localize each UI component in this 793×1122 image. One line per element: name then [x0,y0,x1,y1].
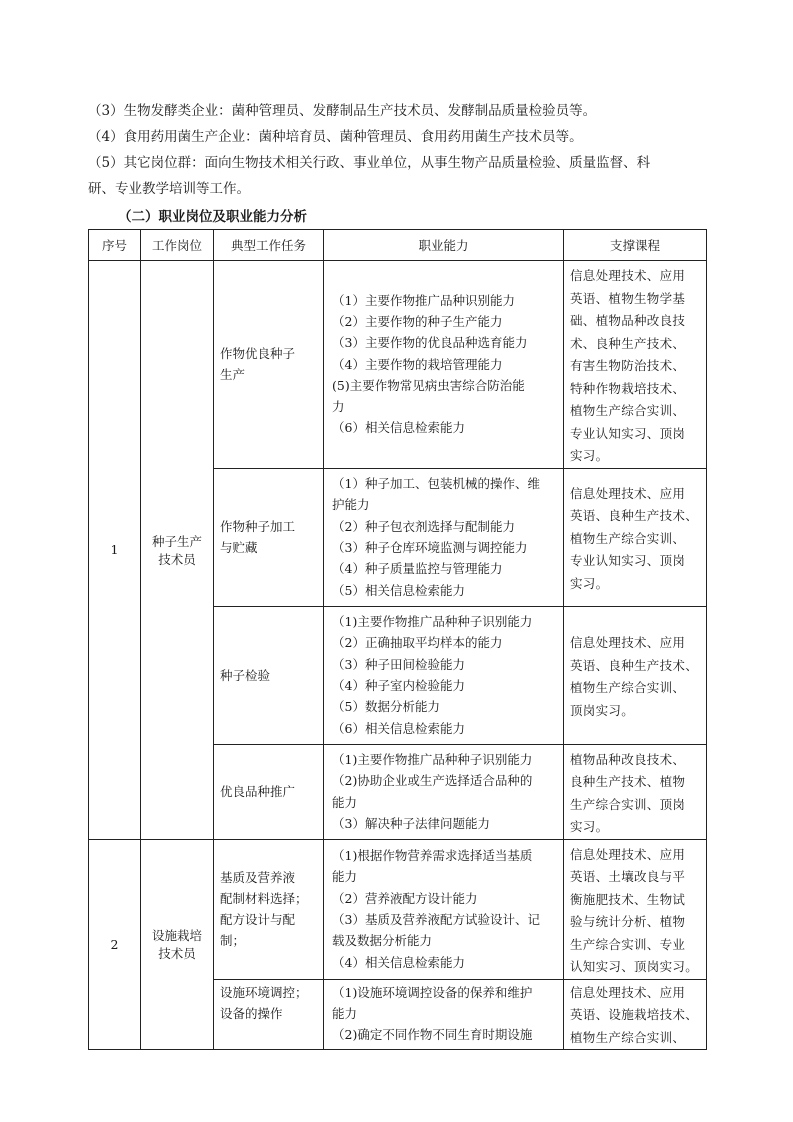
row-number: 2 [89,839,141,1050]
section-title: （二）职业岗位及职业能力分析 [118,209,307,225]
course-line: 验与统计分析、植物 [570,914,686,929]
course-line: 特种作物栽培技术、 [570,380,686,396]
post-line: 种子生产 [151,533,202,549]
course-line: 认知实习、顶岗实习。 [570,959,699,974]
task-line: 生产 [220,367,246,383]
course-line: 专业认知实习、顶岗 [570,425,686,441]
ability-line: （3）基质及营养液配方试验设计、记 [332,912,540,927]
ability-line: （2）种子包衣剂选择与配制能力 [332,518,515,534]
post-cell [141,261,214,840]
header-task: 典型工作任务 [214,230,324,261]
header-course: 支撑课程 [564,230,707,261]
ability-line: （2)协助企业或生产选择适合品种的 [332,773,533,789]
course-line: 英语、良种生产技术、 [570,508,699,524]
course-cell [564,839,707,979]
ability-line: （4）相关信息检索能力 [332,954,465,970]
ability-line: （1)根据作物营养需求选择适当基质 [332,848,533,864]
course-line: 衡施肥技术、生物试 [570,891,686,907]
course-cell [564,979,707,1050]
course-line: 有害生物防治技术、 [570,358,686,373]
ability-cell [324,979,564,1050]
ability-line: 能力 [332,869,358,885]
ability-line: （1)主要作物推广品种种子识别能力 [332,751,533,767]
intro-line-4: （4）食用药用菌生产企业：菌种培育员、菌种管理员、食用药用菌生产技术员等。 [88,129,583,145]
ability-line: （2）正确抽取平均样本的能力 [332,635,503,651]
intro-line-5-cont: 研、专业教学培训等工作。 [88,181,250,197]
ability-line: （2）营养液配方设计能力 [332,890,478,906]
ability-line: 力 [332,399,345,415]
table-header-row [89,230,707,261]
ability-line: （1）种子加工、包装机械的操作、维 [332,476,540,492]
ability-line: （2)确定不同作物不同生育时期设施 [332,1027,533,1043]
task-line: 种子检验 [220,667,271,683]
course-line: 英语、设施栽培技术、 [570,1007,699,1022]
task-cell [214,606,324,744]
task-line: 优良品种推广 [220,784,296,799]
course-line: 植物生产综合实训、 [570,680,686,695]
course-line: 生产综合实训、顶岗 [570,796,686,812]
header-ability: 职业能力 [324,230,564,261]
row-number: 1 [89,261,141,840]
course-cell [564,606,707,744]
task-line: 配制材料选择； [220,891,308,906]
course-line: 植物生产综合实训、 [570,530,686,546]
course-line: 植物生产综合实训、 [570,403,686,418]
ability-line: （4）种子质量监控与管理能力 [332,561,503,577]
ability-cell [324,468,564,606]
ability-line: （6）相关信息检索能力 [332,720,465,736]
course-cell [564,744,707,839]
intro-line-5: （5）其它岗位群：面向生物技术相关行政、事业单位，从事生物产品质量检验、质量监督、科 [88,155,651,171]
task-line: 设施环境调控； [220,984,308,1000]
ability-line: 护能力 [332,497,370,513]
course-line: 植物生产综合实训、 [570,1029,686,1045]
course-line: 信息处理技术、应用 [570,635,686,650]
post-line: 技术员 [158,946,196,962]
ability-line: （5）数据分析能力 [332,699,440,715]
ability-line: （4）种子室内检验能力 [332,678,465,693]
ability-line: （1）主要作物推广品种识别能力 [332,292,515,308]
post-cell [141,839,214,1050]
task-line: 制； [220,933,246,948]
course-line: 术、良种生产技术、 [570,335,686,351]
intro-line-3: （3）生物发酵类企业：菌种管理员、发酵制品生产技术员、发酵制品质量检验员等。 [88,103,597,119]
ability-line: 能力 [332,1005,358,1021]
job-ability-table [88,229,707,1050]
task-cell [214,744,324,839]
task-cell [214,839,324,979]
course-line: 信息处理技术、应用 [570,846,686,862]
course-line: 顶岗实习。 [570,702,635,718]
ability-line: （4）主要作物的栽培管理能力 [332,356,503,372]
ability-cell [324,744,564,839]
task-line: 作物种子加工 [220,519,296,534]
course-line: 专业认知实习、顶岗 [570,553,686,569]
course-line: 良种生产技术、植物 [570,774,686,789]
course-line: 植物品种改良技术、 [570,751,686,767]
course-line: 信息处理技术、应用 [570,268,686,283]
post-line: 技术员 [158,551,196,567]
ability-line: （2）主要作物的种子生产能力 [332,314,503,329]
header-post: 工作岗位 [141,230,214,261]
ability-line: （5）相关信息检索能力 [332,582,465,598]
course-cell [564,468,707,606]
ability-cell [324,606,564,744]
course-line: 生产综合实训、专业 [570,936,686,952]
ability-cell [324,261,564,469]
ability-line: （3）主要作物的优良品种选育能力 [332,335,528,351]
ability-line: 能力 [332,794,358,810]
ability-line: （3）种子田间检验能力 [332,656,465,672]
ability-line: （1)设施环境调控设备的保养和维护 [332,984,533,1000]
ability-line: (5)主要作物常见病虫害综合防治能 [332,377,525,393]
task-cell [214,261,324,469]
course-line: 信息处理技术、应用 [570,485,686,501]
ability-line: （6）相关信息检索能力 [332,420,465,436]
course-line: 实习。 [570,448,609,463]
table-row [89,839,707,979]
post-line: 设施栽培 [151,928,202,944]
course-line: 英语、植物生物学基 [570,290,686,306]
course-cell [564,261,707,469]
ability-line: （3）种子仓库环境监测与调控能力 [332,540,528,555]
task-cell [214,468,324,606]
course-line: 英语、土壤改良与平 [570,869,686,884]
task-line: 配方设计与配 [220,912,296,927]
ability-line: （3）解决种子法律问题能力 [332,815,490,831]
ability-line: （1)主要作物推广品种种子识别能力 [332,614,533,630]
course-line: 础、植物品种改良技 [570,313,686,328]
task-line: 设备的操作 [220,1005,283,1021]
ability-line: 载及数据分析能力 [332,933,433,949]
header-no: 序号 [89,230,141,261]
table-row [89,261,707,469]
course-line: 实习。 [570,575,609,591]
course-line: 英语、良种生产技术、 [570,657,699,673]
course-line: 信息处理技术、应用 [570,984,686,1000]
course-line: 实习。 [570,819,609,834]
task-line: 与贮藏 [220,540,258,555]
task-line: 基质及营养液 [220,870,296,885]
task-line: 作物优良种子 [220,346,296,362]
task-cell [214,979,324,1050]
ability-cell [324,839,564,979]
